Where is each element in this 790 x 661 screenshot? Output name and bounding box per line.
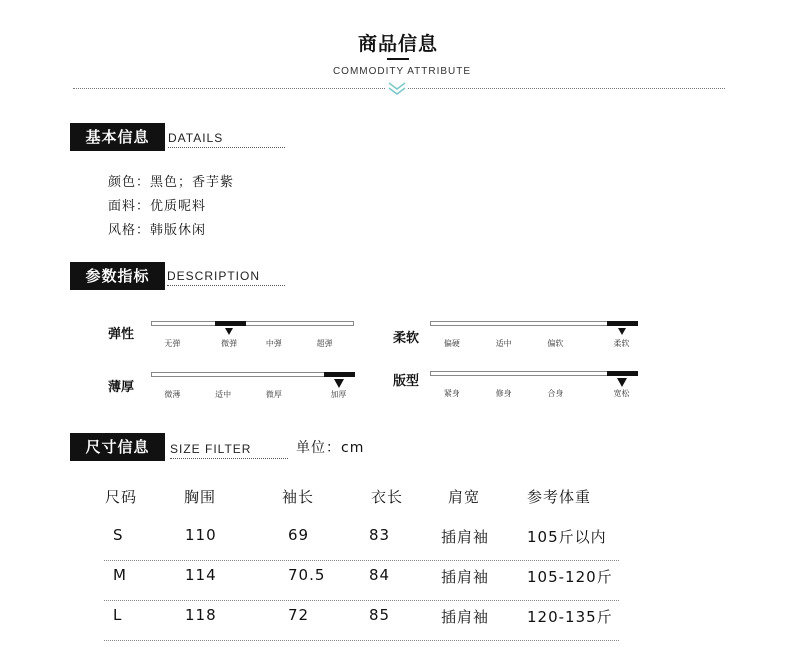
size-info-en-title: SIZE FILTER (170, 442, 288, 459)
table-cell: 83 (369, 526, 391, 544)
selected-marker-icon (617, 378, 627, 387)
param-scale-track (151, 372, 354, 377)
basic-info-en-title: DATAILS (168, 131, 285, 148)
page-subtitle: COMMODITY ATTRIBUTE (332, 66, 472, 77)
table-cell: 72 (288, 606, 310, 624)
table-cell: 105-120斤 (527, 568, 613, 586)
param-tick-label: 合身 (547, 389, 564, 398)
table-header-cell: 肩宽 (448, 488, 481, 506)
table-header-cell: 袖长 (282, 488, 315, 506)
table-cell: 插肩袖 (441, 608, 490, 626)
table-cell: M (113, 566, 127, 584)
table-header-cell: 参考体重 (527, 488, 592, 506)
table-header-cell: 尺码 (105, 488, 138, 506)
table-cell: L (113, 606, 123, 624)
param-tick-label: 微薄 (164, 390, 181, 399)
table-cell: 114 (185, 566, 217, 584)
param-tick-label: 微厚 (265, 390, 282, 399)
page-title: 商品信息 (357, 33, 438, 55)
table-cell: 118 (185, 606, 217, 624)
param-tick-label: 偏软 (547, 339, 564, 348)
table-cell: 105斤以内 (527, 528, 607, 546)
param-tick-label: 加厚 (330, 390, 347, 399)
row-divider (104, 600, 619, 601)
param-scale-fill (607, 371, 638, 376)
double-chevron-down-icon (386, 80, 408, 96)
param-label: 柔软 (393, 331, 420, 346)
table-cell: 85 (369, 606, 391, 624)
param-tick-label: 宽松 (613, 389, 630, 398)
param-tick-label: 修身 (495, 389, 512, 398)
title-underline (387, 58, 409, 60)
table-cell: 69 (288, 526, 310, 544)
param-tick-label: 紧身 (443, 389, 460, 398)
size-info-badge: 尺寸信息 (70, 433, 165, 461)
param-tick-label: 适中 (495, 339, 512, 348)
param-scale-track (151, 321, 354, 326)
param-scale-track (430, 321, 637, 326)
color-line: 颜色：黑色；香芋紫 (108, 175, 235, 190)
fabric-line: 面料：优质呢料 (108, 199, 207, 214)
table-cell: S (113, 526, 124, 544)
table-cell: 插肩袖 (441, 528, 490, 546)
table-header-cell: 胸围 (184, 488, 217, 506)
row-divider (104, 560, 619, 561)
size-unit: 单位：cm (296, 440, 365, 456)
params-en-title: DESCRIPTION (167, 269, 285, 286)
table-cell: 110 (185, 526, 217, 544)
row-divider (104, 640, 619, 641)
param-scale-track (430, 371, 637, 376)
param-tick-label: 偏硬 (443, 339, 460, 348)
param-scale-fill (607, 321, 638, 326)
param-scale-fill (324, 372, 355, 377)
table-cell: 插肩袖 (441, 568, 490, 586)
table-header-cell: 衣长 (371, 488, 404, 506)
param-tick-label: 无弹 (164, 339, 181, 348)
param-tick-label: 中弹 (265, 339, 282, 348)
param-label: 弹性 (108, 327, 135, 342)
table-cell: 120-135斤 (527, 608, 613, 626)
param-tick-label: 柔软 (613, 339, 630, 348)
param-tick-label: 微弹 (221, 339, 238, 348)
selected-marker-icon (334, 379, 344, 388)
selected-marker-icon (618, 328, 626, 335)
table-cell: 84 (369, 566, 391, 584)
selected-marker-icon (225, 328, 233, 335)
style-line: 风格：韩版休闲 (108, 223, 207, 238)
params-badge: 参数指标 (70, 262, 165, 290)
basic-info-badge: 基本信息 (70, 123, 165, 151)
table-cell: 70.5 (288, 566, 326, 584)
param-label: 版型 (393, 374, 420, 389)
param-label: 薄厚 (108, 380, 135, 395)
param-tick-label: 超弹 (316, 339, 333, 348)
param-tick-label: 适中 (215, 390, 232, 399)
param-scale-fill (215, 321, 246, 326)
